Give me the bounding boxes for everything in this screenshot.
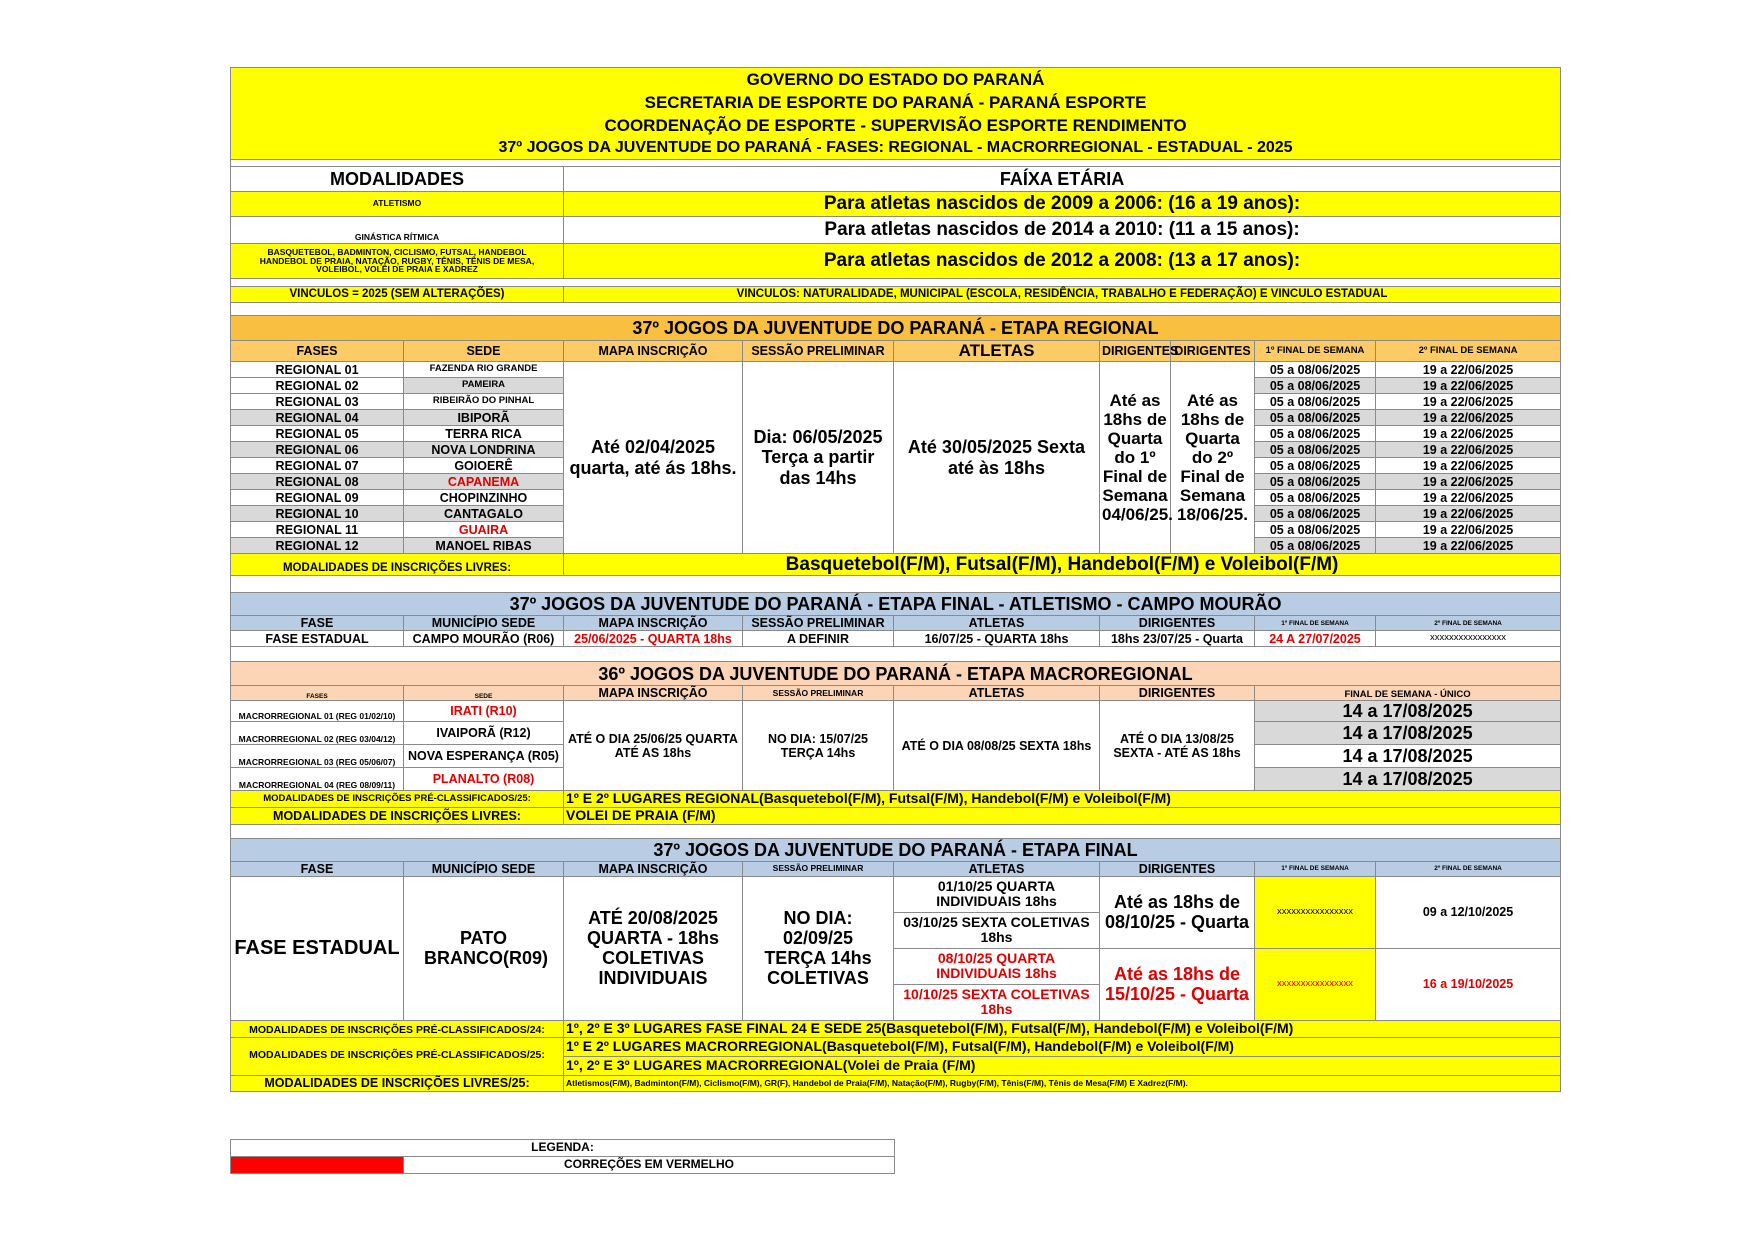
macro-title-row bbox=[231, 662, 1561, 686]
macro-row: MACRORREGIONAL 03 (REG 05/06/07) NOVA ESPERANÇA (R05) 14 a 17/08/2025 bbox=[231, 745, 1561, 768]
age-row: BASQUETEBOL, BADMINTON, CICLISMO, FUTSAL, HANDEBOL HANDEBOL DE PRAIA, NATAÇÃO, RUGBY, TÊNIS, TÊNIS DE MESA, VOLEIBOL, VOLÊI DE PRAIA E XADREZ Para atletas nascidos de 2012 a 2008: (13 a 17 anos): bbox=[231, 244, 1561, 279]
atletismo-header-row: FASE MUNICÍPIO SEDE MAPA INSCRIÇÃO SESSÃO PRELIMINAR ATLETAS DIRIGENTES 1º FINAL DE SEMANA 2º FINAL DE SEMANA bbox=[231, 616, 1561, 631]
legend bbox=[230, 1139, 894, 1174]
header-title-2: SECRETARIA DE ESPORTE DO PARANÁ - PARANÁ ESPORTE bbox=[231, 91, 1561, 114]
macro-mapa: ATÉ O DIA 25/06/25 QUARTA ATÉ AS 18hs bbox=[564, 701, 743, 791]
macro-row: MACRORREGIONAL 02 (REG 03/04/12) IVAIPORÃ (R12) 14 a 17/08/2025 bbox=[231, 722, 1561, 745]
final-livres-row: MODALIDADES DE INSCRIÇÕES LIVRES/25: Atletismos(F/M), Badminton(F/M), Ciclismo(F/M), GR(F), Handebol de Praia(F/M), Natação(F/M), Rugby(F/M), Tênis(F/M), Tênis de Mesa(F/M) E Xadrez(F/M). bbox=[231, 1075, 1561, 1091]
regional-row: REGIONAL 02 PAMEIRA 05 a 08/06/2025 19 a 22/06/2025 bbox=[231, 378, 1561, 394]
final-row: 10/10/25 SEXTA COLETIVAS 18hs bbox=[231, 984, 1561, 1020]
header-title-1: GOVERNO DO ESTADO DO PARANÁ bbox=[231, 68, 1561, 92]
final-header-row: FASE MUNICÍPIO SEDE MAPA INSCRIÇÃO SESSÃO PRELIMINAR ATLETAS DIRIGENTES 1º FINAL DE SEMANA 2º FINAL DE SEMANA bbox=[231, 861, 1561, 876]
final-pre24-row: MODALIDADES DE INSCRIÇÕES PRÉ-CLASSIFICADOS/24: 1º, 2º E 3º LUGARES FASE FINAL 24 E SEDE 25(Basquetebol(F/M), Futsal(F/M), Handebol(F/M) e Voleibol(F/M) bbox=[231, 1020, 1561, 1037]
regional-row: REGIONAL 09 CHOPINZINHO 05 a 08/06/2025 19 a 22/06/2025 bbox=[231, 490, 1561, 506]
final-title: 37º JOGOS DA JUVENTUDE DO PARANÁ - ETAPA FINAL bbox=[231, 838, 1561, 861]
legend-text: CORREÇÕES EM VERMELHO bbox=[404, 1157, 895, 1174]
schedule-table bbox=[230, 67, 1561, 1092]
regional-row: REGIONAL 11 GUAIRA 05 a 08/06/2025 19 a 22/06/2025 bbox=[231, 522, 1561, 538]
age-row: ATLETISMO Para atletas nascidos de 2009 a 2006: (16 a 19 anos): bbox=[231, 192, 1561, 217]
regional-dirigentes-2: Até as 18hs de Quarta do 2º Final de Semana 18/06/25. bbox=[1171, 362, 1255, 554]
age-row: GINÁSTICA RÍTMICA Para atletas nascidos de 2014 a 2010: (11 a 15 anos): bbox=[231, 217, 1561, 244]
regional-header-row: FASES SEDE MAPA INSCRIÇÃO SESSÃO PRELIMINAR ATLETAS DIRIGENTES DIRIGENTES 1º FINAL DE SEMANA 2º FINAL DE SEMANA bbox=[231, 341, 1561, 362]
macro-atletas: ATÉ O DIA 08/08/25 SEXTA 18hs bbox=[894, 701, 1100, 791]
regional-row: REGIONAL 08 CAPANEMA 05 a 08/06/2025 19 a 22/06/2025 bbox=[231, 474, 1561, 490]
atletismo-row: FASE ESTADUAL CAMPO MOURÃO (R06) 25/06/2025 - QUARTA 18hs A DEFINIR 16/07/25 - QUARTA 18hs 18hs 23/07/25 - Quarta 24 A 27/07/2025 xxxxxxxxxxxxxxxx bbox=[231, 631, 1561, 647]
vinculos-row: VINCULOS = 2025 (SEM ALTERAÇÕES) VINCULOS: NATURALIDADE, MUNICIPAL (ESCOLA, RESIDÊNCIA, TRABALHO E FEDERAÇÃO) E VINCULO ESTADUAL bbox=[231, 287, 1561, 303]
final-row: FASE ESTADUAL PATO BRANCO(R09) ATÉ 20/08/2025 QUARTA - 18hs COLETIVAS INDIVIDUAIS NO DIA: 02/09/25 TERÇA 14hs COLETIVAS 01/10/25 QUARTA INDIVIDUAIS 18hs Até as 18hs de 08/10/25 - Quarta xxxxxxxxxxxxxxxx 09 a 12/10/2025 bbox=[231, 876, 1561, 912]
schedule-sheet bbox=[230, 67, 1560, 1092]
regional-dirigentes-1: Até as 18hs de Quarta do 1º Final de Semana 04/06/25. bbox=[1100, 362, 1171, 554]
legend-title: LEGENDA: bbox=[231, 1140, 895, 1157]
macro-row: MACRORREGIONAL 01 (REG 01/02/10) IRATI (R10) ATÉ O DIA 25/06/25 QUARTA ATÉ AS 18hs NO DIA: 15/07/25 TERÇA 14hs ATÉ O DIA 08/08/25 SEXTA 18hs ATÉ O DIA 13/08/25 SEXTA - ATÉ AS 18hs 14 a 17/08/2025 bbox=[231, 701, 1561, 722]
age-header-row bbox=[231, 167, 1561, 192]
regional-row: REGIONAL 07 GOIOERÊ 05 a 08/06/2025 19 a 22/06/2025 bbox=[231, 458, 1561, 474]
final-municipio: PATO BRANCO(R09) bbox=[404, 876, 564, 1020]
regional-sessao: Dia: 06/05/2025 Terça a partir das 14hs bbox=[743, 362, 894, 554]
final-mapa: ATÉ 20/08/2025 QUARTA - 18hs COLETIVAS INDIVIDUAIS bbox=[564, 876, 743, 1020]
regional-row: REGIONAL 05 TERRA RICA 05 a 08/06/2025 19 a 22/06/2025 bbox=[231, 426, 1561, 442]
final-fase: FASE ESTADUAL bbox=[231, 876, 404, 1020]
atletismo-title-row bbox=[231, 593, 1561, 616]
final-row: 03/10/25 SEXTA COLETIVAS 18hs bbox=[231, 912, 1561, 948]
header-title-3: COORDENAÇÃO DE ESPORTE - SUPERVISÃO ESPORTE RENDIMENTO bbox=[231, 114, 1561, 137]
macro-livres-row: MODALIDADES DE INSCRIÇÕES LIVRES: VOLEI DE PRAIA (F/M) bbox=[231, 808, 1561, 825]
regional-row: REGIONAL 06 NOVA LONDRINA 05 a 08/06/2025 19 a 22/06/2025 bbox=[231, 442, 1561, 458]
atletismo-title: 37º JOGOS DA JUVENTUDE DO PARANÁ - ETAPA FINAL - ATLETISMO - CAMPO MOURÃO bbox=[231, 593, 1561, 616]
final-pre25-row: MODALIDADES DE INSCRIÇÕES PRÉ-CLASSIFICADOS/25: 1º E 2º LUGARES MACRORREGIONAL(Basquetebol(F/M), Futsal(F/M), Handebol(F/M) e Voleibol(F/M) bbox=[231, 1037, 1561, 1056]
regional-row: REGIONAL 12 MANOEL RIBAS 05 a 08/06/2025 19 a 22/06/2025 bbox=[231, 538, 1561, 554]
legend-red-swatch bbox=[231, 1157, 404, 1174]
header-title-4: 37º JOGOS DA JUVENTUDE DO PARANÁ - FASES: REGIONAL - MACRORREGIONAL - ESTADUAL - 2025 bbox=[231, 137, 1561, 160]
final-row: 08/10/25 QUARTA INDIVIDUAIS 18hs Até as 18hs de 15/10/25 - Quarta xxxxxxxxxxxxxxxx 16 a 19/10/2025 bbox=[231, 948, 1561, 984]
macro-row: MACRORREGIONAL 04 (REG 08/09/11) PLANALTO (R08) 14 a 17/08/2025 bbox=[231, 768, 1561, 791]
final-dirigentes-2: Até as 18hs de 15/10/25 - Quarta bbox=[1100, 948, 1255, 1020]
regional-title: 37º JOGOS DA JUVENTUDE DO PARANÁ - ETAPA REGIONAL bbox=[231, 316, 1561, 341]
final-dirigentes-1: Até as 18hs de 08/10/25 - Quarta bbox=[1100, 876, 1255, 948]
final-title-row bbox=[231, 838, 1561, 861]
macro-header-row: FASES SEDE MAPA INSCRIÇÃO SESSÃO PRELIMINAR ATLETAS DIRIGENTES FINAL DE SEMANA - ÚNICO bbox=[231, 686, 1561, 701]
macro-pre-row: MODALIDADES DE INSCRIÇÕES PRÉ-CLASSIFICADOS/25: 1º E 2º LUGARES REGIONAL(Basquetebol(F/M), Futsal(F/M), Handebol(F/M) e Voleibol(F/M) bbox=[231, 791, 1561, 808]
faixa-etaria-header: FAÍXA ETÁRIA bbox=[564, 167, 1561, 192]
regional-atletas: Até 30/05/2025 Sexta até às 18hs bbox=[894, 362, 1100, 554]
regional-mapa: Até 02/04/2025 quarta, até ás 18hs. bbox=[564, 362, 743, 554]
regional-row: REGIONAL 10 CANTAGALO 05 a 08/06/2025 19 a 22/06/2025 bbox=[231, 506, 1561, 522]
final-sessao: NO DIA: 02/09/25 TERÇA 14hs COLETIVAS bbox=[743, 876, 894, 1020]
macro-sessao: NO DIA: 15/07/25 TERÇA 14hs bbox=[743, 701, 894, 791]
header-row-1 bbox=[231, 68, 1561, 92]
macro-title: 36º JOGOS DA JUVENTUDE DO PARANÁ - ETAPA MACROREGIONAL bbox=[231, 662, 1561, 686]
macro-dirigentes: ATÉ O DIA 13/08/25 SEXTA - ATÉ AS 18hs bbox=[1100, 701, 1255, 791]
final-pre25-row-2: 1º, 2º E 3º LUGARES MACRORREGIONAL(Volei de Praia (F/M) bbox=[231, 1056, 1561, 1075]
regional-title-row bbox=[231, 316, 1561, 341]
regional-row: REGIONAL 03 RIBEIRÃO DO PINHAL 05 a 08/06/2025 19 a 22/06/2025 bbox=[231, 394, 1561, 410]
regional-row: REGIONAL 01 FAZENDA RIO GRANDE Até 02/04/2025 quarta, até ás 18hs. Dia: 06/05/2025 Terça a partir das 14hs Até 30/05/2025 Sexta até às 18hs Até as 18hs de Quarta do 1º Final de Semana 04/06/25. Até as 18hs de Quarta do 2º Final de Semana 18/06/25. 05 a 08/06/2025 19 a 22/06/2025 bbox=[231, 362, 1561, 378]
modalidades-header: MODALIDADES bbox=[231, 167, 564, 192]
regional-livres-row: MODALIDADES DE INSCRIÇÕES LIVRES: Basquetebol(F/M), Futsal(F/M), Handebol(F/M) e Voleibol(F/M) bbox=[231, 554, 1561, 576]
regional-row: REGIONAL 04 IBIPORÃ 05 a 08/06/2025 19 a 22/06/2025 bbox=[231, 410, 1561, 426]
